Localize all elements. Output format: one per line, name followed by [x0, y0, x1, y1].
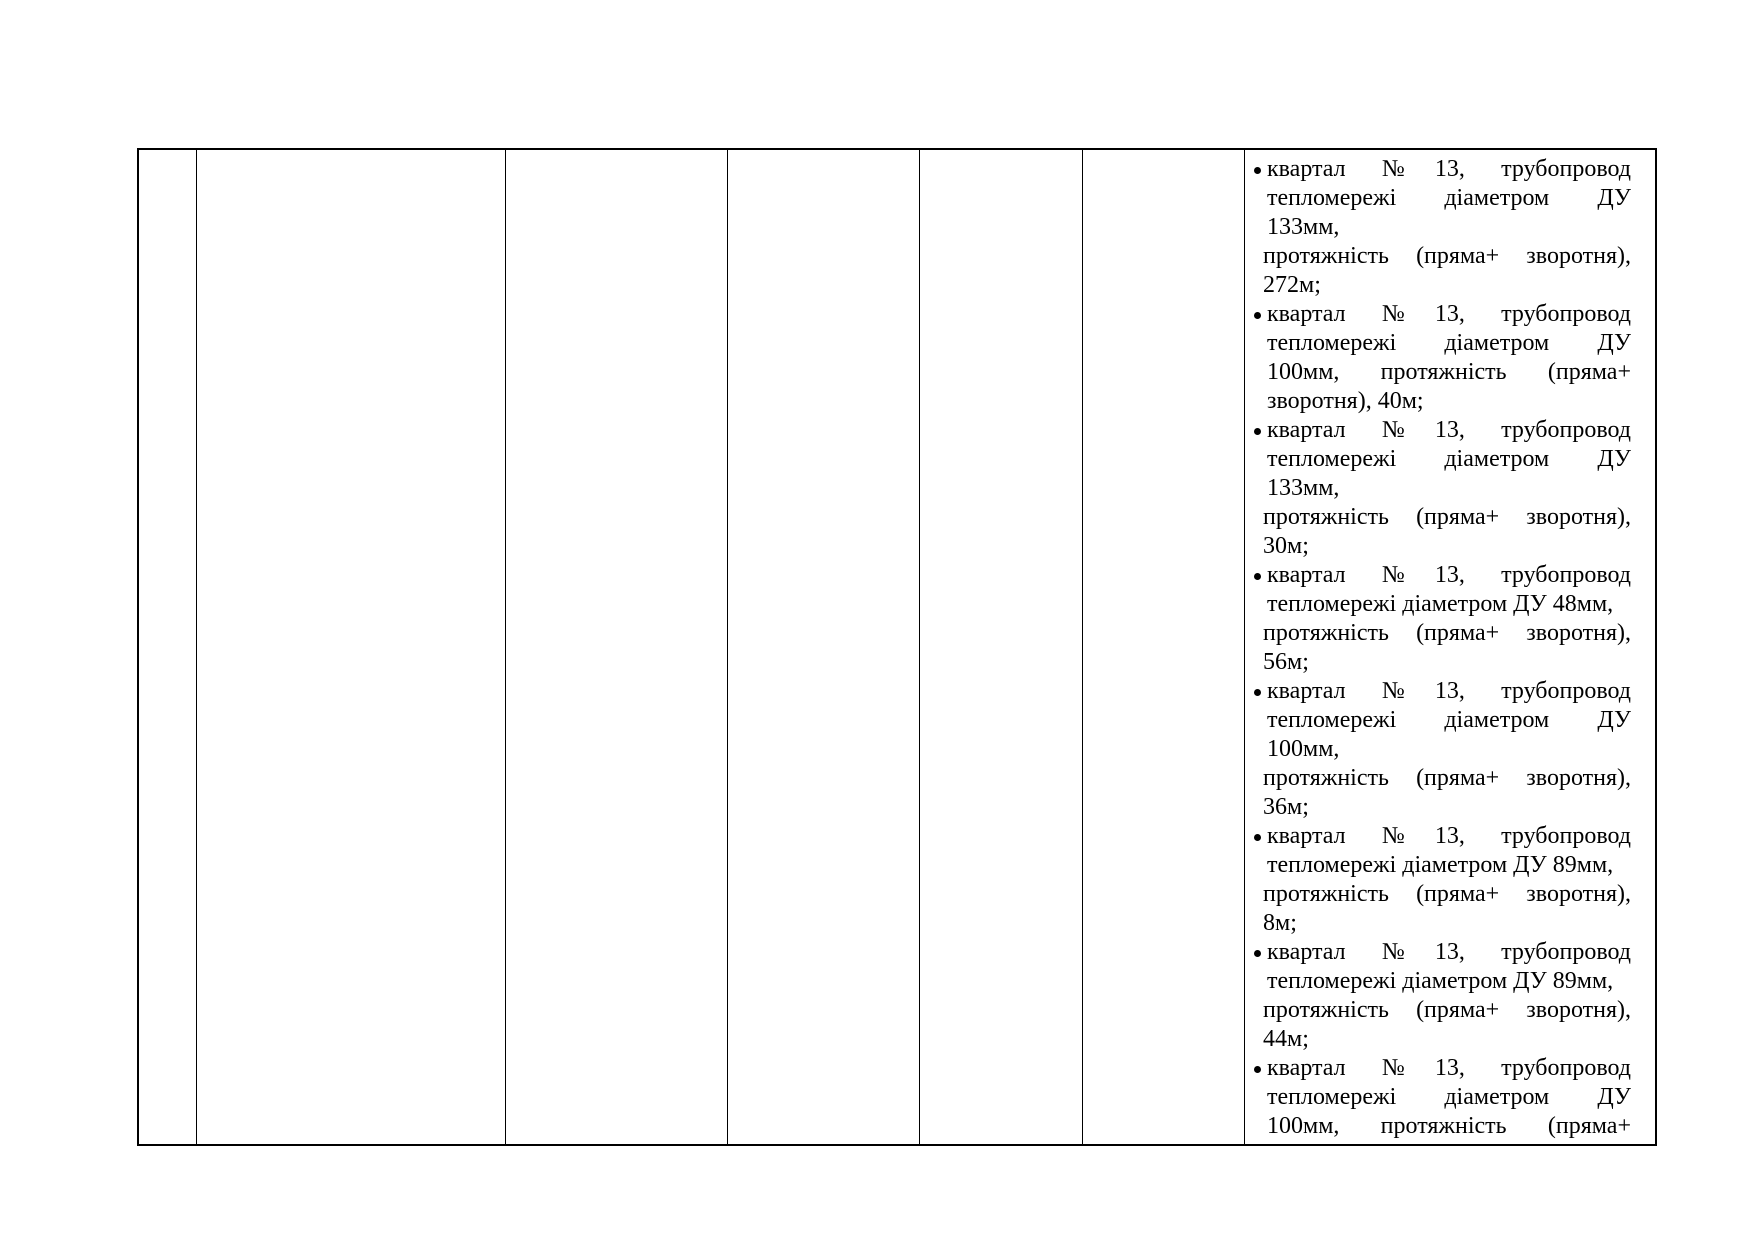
bullet-icon: [1253, 822, 1267, 851]
list-item-line: квартал №13, трубопровод: [1267, 301, 1631, 327]
list-item: [1253, 822, 1631, 938]
table-column-4: [728, 150, 920, 1144]
bullet-icon: [1253, 677, 1267, 706]
list-item-line: квартал №13, трубопровод: [1267, 417, 1631, 443]
bullet-icon: [1253, 155, 1267, 184]
table-column-6: [1083, 150, 1245, 1144]
list-item-line: 272м;: [1263, 272, 1321, 298]
list-item-line: зворотня), 40м;: [1267, 388, 1424, 414]
list-item: [1253, 300, 1631, 416]
list-item: [1253, 416, 1631, 561]
list-item-line: тепломережі діаметром ДУ: [1267, 1084, 1631, 1110]
list-item: [1253, 155, 1631, 300]
list-item-line: протяжність (пряма+ зворотня),: [1263, 243, 1631, 269]
list-item-line: 36м;: [1263, 794, 1309, 820]
list-item-line: тепломережі діаметром ДУ 48мм,: [1267, 591, 1614, 617]
list-item-line: тепломережі діаметром ДУ 89мм,: [1267, 852, 1614, 878]
list-item-line: квартал №13, трубопровод: [1267, 1055, 1631, 1081]
list-item-line: тепломережі діаметром ДУ: [1267, 330, 1631, 356]
list-item: [1253, 938, 1631, 1054]
bullet-icon: [1253, 300, 1267, 329]
table-column-3: [506, 150, 728, 1144]
list-item-line: тепломережі діаметром ДУ 89мм,: [1267, 968, 1614, 994]
list-item: [1253, 1054, 1631, 1141]
list-item-line: протяжність (пряма+ зворотня),: [1263, 620, 1631, 646]
list-item-line: тепломережі діаметром ДУ: [1267, 446, 1631, 472]
table-column-5: [920, 150, 1083, 1144]
list-item-line: тепломережі діаметром ДУ: [1267, 707, 1631, 733]
document-table: [137, 148, 1657, 1146]
list-item-line: 133мм,: [1267, 214, 1340, 240]
table-column-number: [139, 150, 197, 1144]
list-item: [1253, 677, 1631, 822]
list-item-line: протяжність (пряма+ зворотня),: [1263, 765, 1631, 791]
list-item-line: протяжність (пряма+ зворотня),: [1263, 997, 1631, 1023]
bullet-icon: [1253, 1054, 1267, 1083]
table-column-2: [197, 150, 506, 1144]
bullet-icon: [1253, 938, 1267, 967]
list-item-line: 44м;: [1263, 1026, 1309, 1052]
list-item-line: квартал №13, трубопровод: [1267, 156, 1631, 182]
list-item-line: квартал №13, трубопровод: [1267, 939, 1631, 965]
list-item-line: квартал №13, трубопровод: [1267, 678, 1631, 704]
bullet-icon: [1253, 416, 1267, 445]
list-item-line: квартал №13, трубопровод: [1267, 823, 1631, 849]
list-item-line: 100мм, протяжність (пряма+: [1267, 1113, 1631, 1139]
list-item-line: 133мм,: [1267, 475, 1340, 501]
list-item-line: 100мм, протяжність (пряма+: [1267, 359, 1631, 385]
list-item: [1253, 561, 1631, 677]
list-item-line: квартал №13, трубопровод: [1267, 562, 1631, 588]
list-item-line: 8м;: [1263, 910, 1297, 936]
bullet-icon: [1253, 561, 1267, 590]
list-item-line: 56м;: [1263, 649, 1309, 675]
list-item-line: тепломережі діаметром ДУ: [1267, 185, 1631, 211]
list-item-line: 30м;: [1263, 533, 1309, 559]
list-item-line: протяжність (пряма+ зворотня),: [1263, 881, 1631, 907]
list-item-line: 100мм,: [1267, 736, 1340, 762]
table-column-description: [1245, 150, 1655, 1144]
list-item-line: протяжність (пряма+ зворотня),: [1263, 504, 1631, 530]
